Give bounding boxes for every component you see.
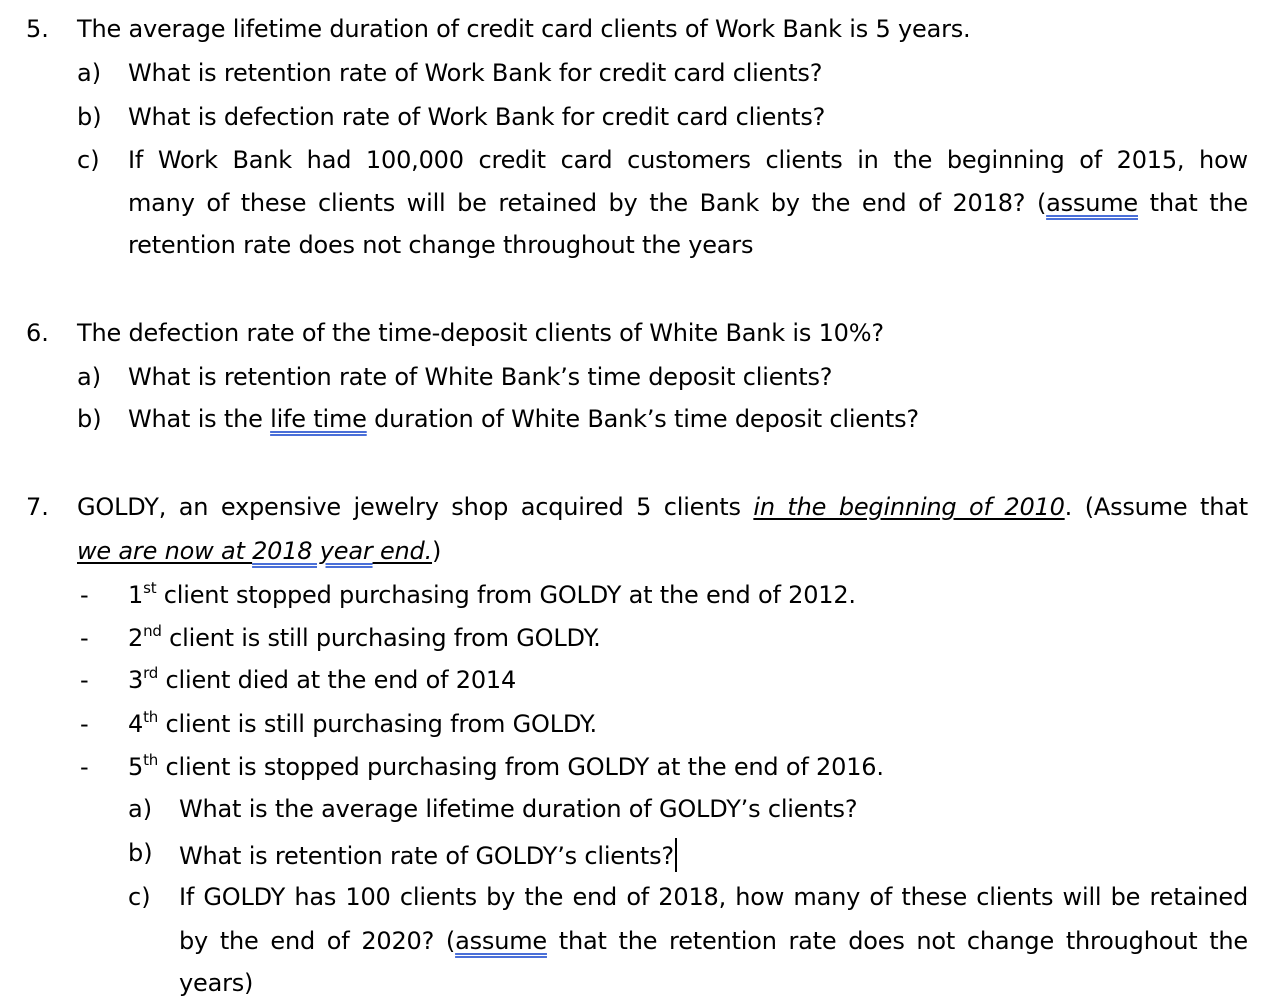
q7-number: 7. bbox=[26, 493, 49, 521]
q6-number: 6. bbox=[26, 319, 49, 347]
q7-line1-emphasis: in the beginning of 2010 bbox=[753, 493, 1065, 521]
bullet-text: client is still purchasing from GOLDY. bbox=[161, 624, 601, 652]
q7-a-text: What is the average lifetime duration of GOLDY’s clients? bbox=[179, 795, 858, 823]
q7-bullet-5 bbox=[128, 752, 884, 782]
q6-text: The defection rate of the time-deposit clients of White Bank is 10%? bbox=[77, 319, 884, 347]
q6-b-text bbox=[128, 404, 919, 434]
q7-b-label: b) bbox=[128, 839, 153, 867]
text-cursor bbox=[675, 838, 677, 872]
q7-c-line2-start: by the end of 2020? ( bbox=[179, 927, 456, 955]
ordinal-number: 3 bbox=[128, 666, 144, 694]
q6-b-label: b) bbox=[77, 405, 102, 433]
q7-line2-emphasis: we are now at bbox=[77, 537, 253, 565]
ordinal-suffix: th bbox=[143, 751, 159, 769]
ordinal-suffix: nd bbox=[143, 622, 162, 640]
q7-a-label: a) bbox=[128, 795, 153, 823]
ordinal-number: 1 bbox=[128, 581, 144, 609]
q7-c-line3: years) bbox=[179, 969, 254, 997]
q5-b-text: What is defection rate of Work Bank for credit card clients? bbox=[128, 103, 826, 131]
q6-b-start: What is the bbox=[128, 405, 271, 433]
q5-c-label: c) bbox=[77, 146, 100, 174]
q7-bullet-dash: - bbox=[80, 624, 89, 652]
q7-line2-close: ) bbox=[432, 537, 442, 565]
q7-bullet-dash: - bbox=[80, 710, 89, 738]
bullet-text: client is stopped purchasing from GOLDY at the end of 2016. bbox=[158, 753, 884, 781]
q5-number: 5. bbox=[26, 15, 49, 43]
q5-c-line1: If Work Bank had 100,000 credit card customers clients in the beginning of 2015, how bbox=[128, 146, 1248, 174]
q5-b-label: b) bbox=[77, 103, 102, 131]
q7-line2-emphasis-end: end. bbox=[372, 537, 433, 565]
q7-bullet-1 bbox=[128, 580, 856, 610]
q7-line1-end: . (Assume that bbox=[1064, 493, 1248, 521]
q7-c-label: c) bbox=[128, 883, 151, 911]
q7-bullet-dash: - bbox=[80, 753, 89, 781]
q7-c-line2-end: that the retention rate does not change throughout the bbox=[546, 927, 1249, 955]
q7-line1-start: GOLDY, an expensive jewelry shop acquired 5 clients bbox=[77, 493, 754, 521]
q5-c-flagged-word: assume bbox=[1046, 189, 1138, 217]
q5-c-line3: retention rate does not change throughout the years bbox=[128, 231, 754, 259]
ordinal-suffix: th bbox=[143, 708, 159, 726]
q7-bullet-3 bbox=[128, 665, 516, 695]
q7-c-flagged-word: assume bbox=[455, 927, 547, 955]
q5-c-line2 bbox=[128, 188, 1248, 218]
q7-bullet-dash: - bbox=[80, 581, 89, 609]
ordinal-suffix: st bbox=[143, 579, 157, 597]
q7-bullet-4 bbox=[128, 709, 597, 739]
q6-b-end: duration of White Bank’s time deposit clients? bbox=[366, 405, 919, 433]
q7-c-line2 bbox=[179, 926, 1248, 956]
q7-line1 bbox=[77, 492, 1248, 522]
q7-line2-flagged-word: 2018 year bbox=[252, 537, 373, 565]
q5-c-line2-end: that the bbox=[1137, 189, 1248, 217]
ordinal-number: 5 bbox=[128, 753, 144, 781]
q5-a-text: What is retention rate of Work Bank for credit card clients? bbox=[128, 59, 823, 87]
q6-a-text: What is retention rate of White Bank’s time deposit clients? bbox=[128, 363, 833, 391]
bullet-text: client is still purchasing from GOLDY. bbox=[158, 710, 597, 738]
q7-b-question: What is retention rate of GOLDY’s clients? bbox=[179, 842, 674, 870]
q5-text: The average lifetime duration of credit card clients of Work Bank is 5 years. bbox=[77, 15, 971, 43]
bullet-text: client died at the end of 2014 bbox=[158, 666, 517, 694]
ordinal-number: 4 bbox=[128, 710, 144, 738]
q7-b-text[interactable] bbox=[179, 838, 677, 872]
q5-a-label: a) bbox=[77, 59, 102, 87]
q7-bullet-2 bbox=[128, 623, 601, 653]
q5-c-line2-start: many of these clients will be retained by the Bank by the end of 2018? ( bbox=[128, 189, 1047, 217]
q6-b-flagged-word: life time bbox=[270, 405, 367, 433]
q6-a-label: a) bbox=[77, 363, 102, 391]
ordinal-number: 2 bbox=[128, 624, 144, 652]
ordinal-suffix: rd bbox=[143, 664, 159, 682]
bullet-text: client stopped purchasing from GOLDY at the end of 2012. bbox=[156, 581, 856, 609]
q7-c-line1: If GOLDY has 100 clients by the end of 2018, how many of these clients will be retained bbox=[179, 883, 1248, 911]
q7-line2 bbox=[77, 536, 441, 566]
q7-bullet-dash: - bbox=[80, 666, 89, 694]
